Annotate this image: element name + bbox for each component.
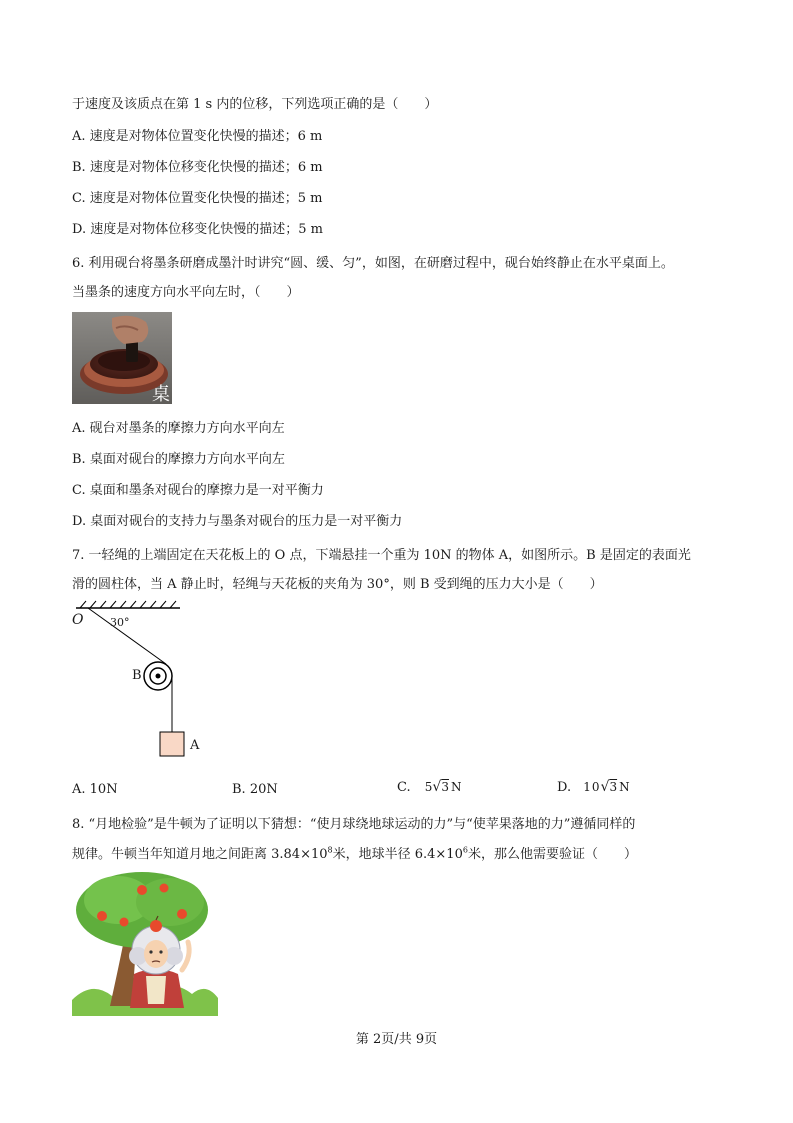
label-angle: 30° xyxy=(110,616,130,629)
q7-diagram xyxy=(68,600,228,760)
newton-apple-graphic xyxy=(72,870,218,1016)
rope-cylinder-diagram xyxy=(68,600,228,760)
q8-stem-part3: 米，那么他需要验证（ ） xyxy=(467,847,637,862)
q7-option-c[interactable] xyxy=(397,778,461,797)
q6-option-a[interactable]: A. 砚台对墨条的摩擦力方向水平向左 xyxy=(72,421,285,436)
q6-stem-line1: 6. 利用砚台将墨条研磨成墨汁时讲究“圆、缓、匀”，如图，在研磨过程中，砚台始终静止在水平桌面上。 xyxy=(72,256,674,271)
q6-option-c[interactable]: C. 桌面和墨条对砚台的摩擦力是一对平衡力 xyxy=(72,483,324,498)
q7-option-d-unit: N xyxy=(619,780,630,794)
q6-option-b[interactable]: B. 桌面对砚台的摩擦力方向水平向左 xyxy=(72,452,285,467)
q7-option-d-prefix: D. xyxy=(557,780,572,795)
page-footer: 第 2页/共 9页 xyxy=(355,1032,438,1047)
q5-option-d[interactable]: D. 速度是对物体位移变化快慢的描述；5 m xyxy=(72,222,323,237)
q7-option-a[interactable]: A. 10N xyxy=(72,782,118,797)
q8-exp-earth: 6 xyxy=(462,845,468,855)
q7-stem-line2: 滑的圆柱体，当 A 静止时，轻绳与天花板的夹角为 30°，则 B 受到绳的压力大小是（ ） xyxy=(72,577,603,592)
q6-option-d[interactable]: D. 桌面对砚台的支持力与墨条对砚台的压力是一对平衡力 xyxy=(72,514,403,529)
q7-option-d[interactable] xyxy=(557,778,630,797)
q5-option-c[interactable]: C. 速度是对物体位置变化快慢的描述；5 m xyxy=(72,191,323,206)
desk-label: 桌 xyxy=(152,384,170,405)
q7-option-d-sqrt-icon: √ xyxy=(600,779,610,795)
q8-stem-part2: 米，地球半径 6.4×10 xyxy=(332,847,463,862)
label-o: O xyxy=(72,612,84,628)
block-a xyxy=(160,732,184,756)
q5-option-b[interactable]: B. 速度是对物体位移变化快慢的描述；6 m xyxy=(72,160,323,175)
label-b: B xyxy=(132,668,142,683)
ceiling-hatch xyxy=(80,601,176,608)
q7-option-c-sqrt-icon: √ xyxy=(432,779,442,795)
q8-stem-part1: 规律。牛顿当年知道月地之间距离 3.84×10 xyxy=(72,847,328,862)
q5-stem: 于速度及该质点在第 1 s 内的位移，下列选项正确的是（ ） xyxy=(72,97,438,112)
q8-stem-line2 xyxy=(72,846,637,864)
q7-option-d-coef: 10 xyxy=(583,780,601,794)
q7-stem-line1: 7. 一轻绳的上端固定在天花板上的 O 点，下端悬挂一个重为 10N 的物体 A，如图所示。B 是固定的表面光 xyxy=(72,548,691,563)
q7-option-b[interactable]: B. 20N xyxy=(232,782,278,797)
q5-option-a[interactable]: A. 速度是对物体位置变化快慢的描述；6 m xyxy=(72,129,323,144)
newton-apple-illustration xyxy=(72,870,218,1016)
q8-stem-line1: 8. “月地检验”是牛顿为了证明以下猜想：“使月球绕地球运动的力”与“使苹果落地的力”遵循同样的 xyxy=(72,817,636,832)
cylinder-b-center xyxy=(156,674,161,679)
q7-option-c-prefix: C. xyxy=(397,780,411,795)
q7-option-d-radicand: 3 xyxy=(609,780,618,794)
inkstone-photo xyxy=(72,312,172,404)
q7-option-c-radicand: 3 xyxy=(441,780,449,794)
q8-exp-moon: 8 xyxy=(327,845,333,855)
q7-option-c-unit: N xyxy=(450,780,462,794)
q6-stem-line2: 当墨条的速度方向水平向左时，（ ） xyxy=(72,285,300,300)
q7-option-c-coef: 5 xyxy=(424,780,433,794)
label-a: A xyxy=(190,738,200,753)
